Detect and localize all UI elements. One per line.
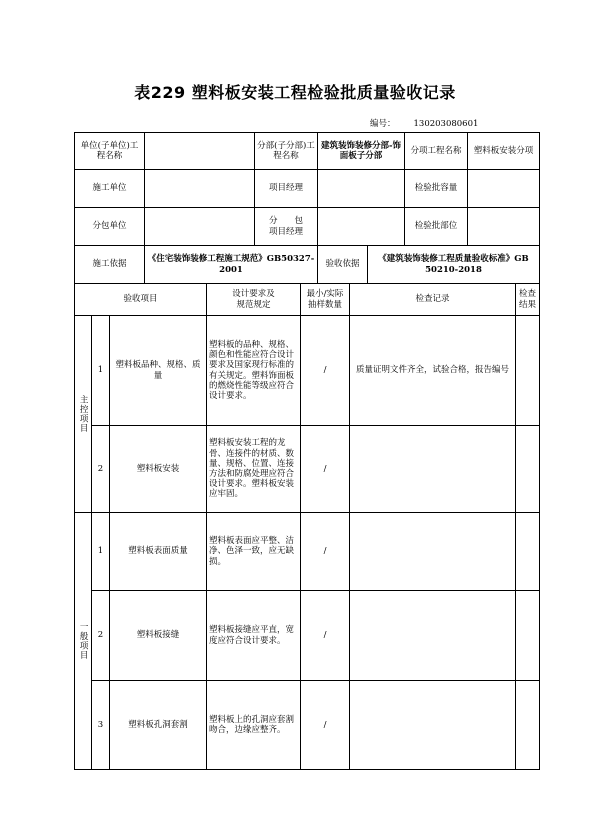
division-value[interactable]: 建筑装饰装修分部-饰面板子分部 [318, 132, 405, 170]
general-row-2-sampling[interactable]: / [301, 591, 350, 681]
main-row-1-sampling[interactable]: / [301, 316, 350, 426]
main-row-2-result[interactable] [516, 426, 540, 513]
col-item-header: 验收项目 [74, 284, 207, 316]
general-row-1-sampling[interactable]: / [301, 513, 350, 591]
main-row-2-design: 塑料板安装工程的龙骨、连接件的材质、数量、规格、位置、连接方法和防腐处理应符合设计要求。塑料板安装应牢固。 [207, 426, 301, 513]
subitem-value[interactable]: 塑料板安装分项 [468, 132, 540, 170]
subcontractor-value[interactable] [145, 208, 255, 246]
acceptance-basis-value[interactable]: 《建筑装饰装修工程质量验收标准》GB 50210-2018 [368, 246, 540, 284]
subcontractor-label: 分包单位 [74, 208, 145, 246]
main-row-1-no: 1 [92, 316, 110, 426]
subitem-label: 分项工程名称 [405, 132, 468, 170]
acceptance-basis-label: 验收依据 [318, 246, 368, 284]
pm-label: 项目经理 [255, 170, 318, 208]
document-number [370, 117, 478, 129]
general-row-2-no: 2 [92, 591, 110, 681]
col-design-header: 设计要求及 规范规定 [207, 284, 301, 316]
sub-pm-value[interactable] [318, 208, 405, 246]
contractor-value[interactable] [145, 170, 255, 208]
col-record-header: 检查记录 [350, 284, 516, 316]
pm-value[interactable] [318, 170, 405, 208]
batch-capacity-value[interactable] [468, 170, 540, 208]
unit-name-value[interactable] [145, 132, 255, 170]
main-control-group-label: 主控项目 [74, 316, 92, 513]
general-row-1-no: 1 [92, 513, 110, 591]
sub-pm-label: 分 包 项目经理 [255, 208, 318, 246]
main-row-1-record[interactable]: 质量证明文件齐全，试验合格，报告编号 [350, 316, 516, 426]
general-row-2-record[interactable] [350, 591, 516, 681]
general-row-3-no: 3 [92, 681, 110, 770]
general-row-2-item: 塑料板接缝 [110, 591, 207, 681]
basis-label: 施工依据 [74, 246, 145, 284]
general-row-3-design: 塑料板上的孔洞应套割吻合，边缘应整齐。 [207, 681, 301, 770]
general-row-2-result[interactable] [516, 591, 540, 681]
col-result-header: 检查 结果 [516, 284, 540, 316]
document-number-label: 编号： [370, 119, 396, 129]
main-row-2-sampling[interactable]: / [301, 426, 350, 513]
batch-part-label: 检验批部位 [405, 208, 468, 246]
batch-part-value[interactable] [468, 208, 540, 246]
main-row-1-design: 塑料板的品种、规格、颜色和性能应符合设计要求及国家现行标准的有关规定。塑料饰面板的燃烧性能等级应符合设计要求。 [207, 316, 301, 426]
general-row-1-result[interactable] [516, 513, 540, 591]
general-row-1-design: 塑料板表面应平整、洁净、色泽一致，应无缺损。 [207, 513, 301, 591]
main-row-2-no: 2 [92, 426, 110, 513]
main-row-1-item: 塑料板品种、规格、质量 [110, 316, 207, 426]
general-row-3-result[interactable] [516, 681, 540, 770]
general-row-2-design: 塑料板接缝应平直，宽度应符合设计要求。 [207, 591, 301, 681]
main-row-1-result[interactable] [516, 316, 540, 426]
general-row-3-sampling[interactable]: / [301, 681, 350, 770]
general-group-label: 一般项目 [74, 513, 92, 770]
main-row-2-item: 塑料板安装 [110, 426, 207, 513]
division-label: 分部(子分部)工程名称 [255, 132, 318, 170]
contractor-label: 施工单位 [74, 170, 145, 208]
general-row-1-record[interactable] [350, 513, 516, 591]
main-row-2-record[interactable] [350, 426, 516, 513]
page-title: 表229 塑料板安装工程检验批质量验收记录 [134, 83, 456, 102]
col-sampling-header: 最小/实际 抽样数量 [301, 284, 350, 316]
general-row-3-item: 塑料板孔洞套割 [110, 681, 207, 770]
unit-name-label: 单位(子单位)工程名称 [74, 132, 145, 170]
general-row-3-record[interactable] [350, 681, 516, 770]
batch-capacity-label: 检验批容量 [405, 170, 468, 208]
basis-value[interactable]: 《住宅装饰装修工程施工规范》GB50327-2001 [145, 246, 318, 284]
general-row-1-item: 塑料板表面质量 [110, 513, 207, 591]
document-number-value: 130203080601 [413, 119, 479, 129]
